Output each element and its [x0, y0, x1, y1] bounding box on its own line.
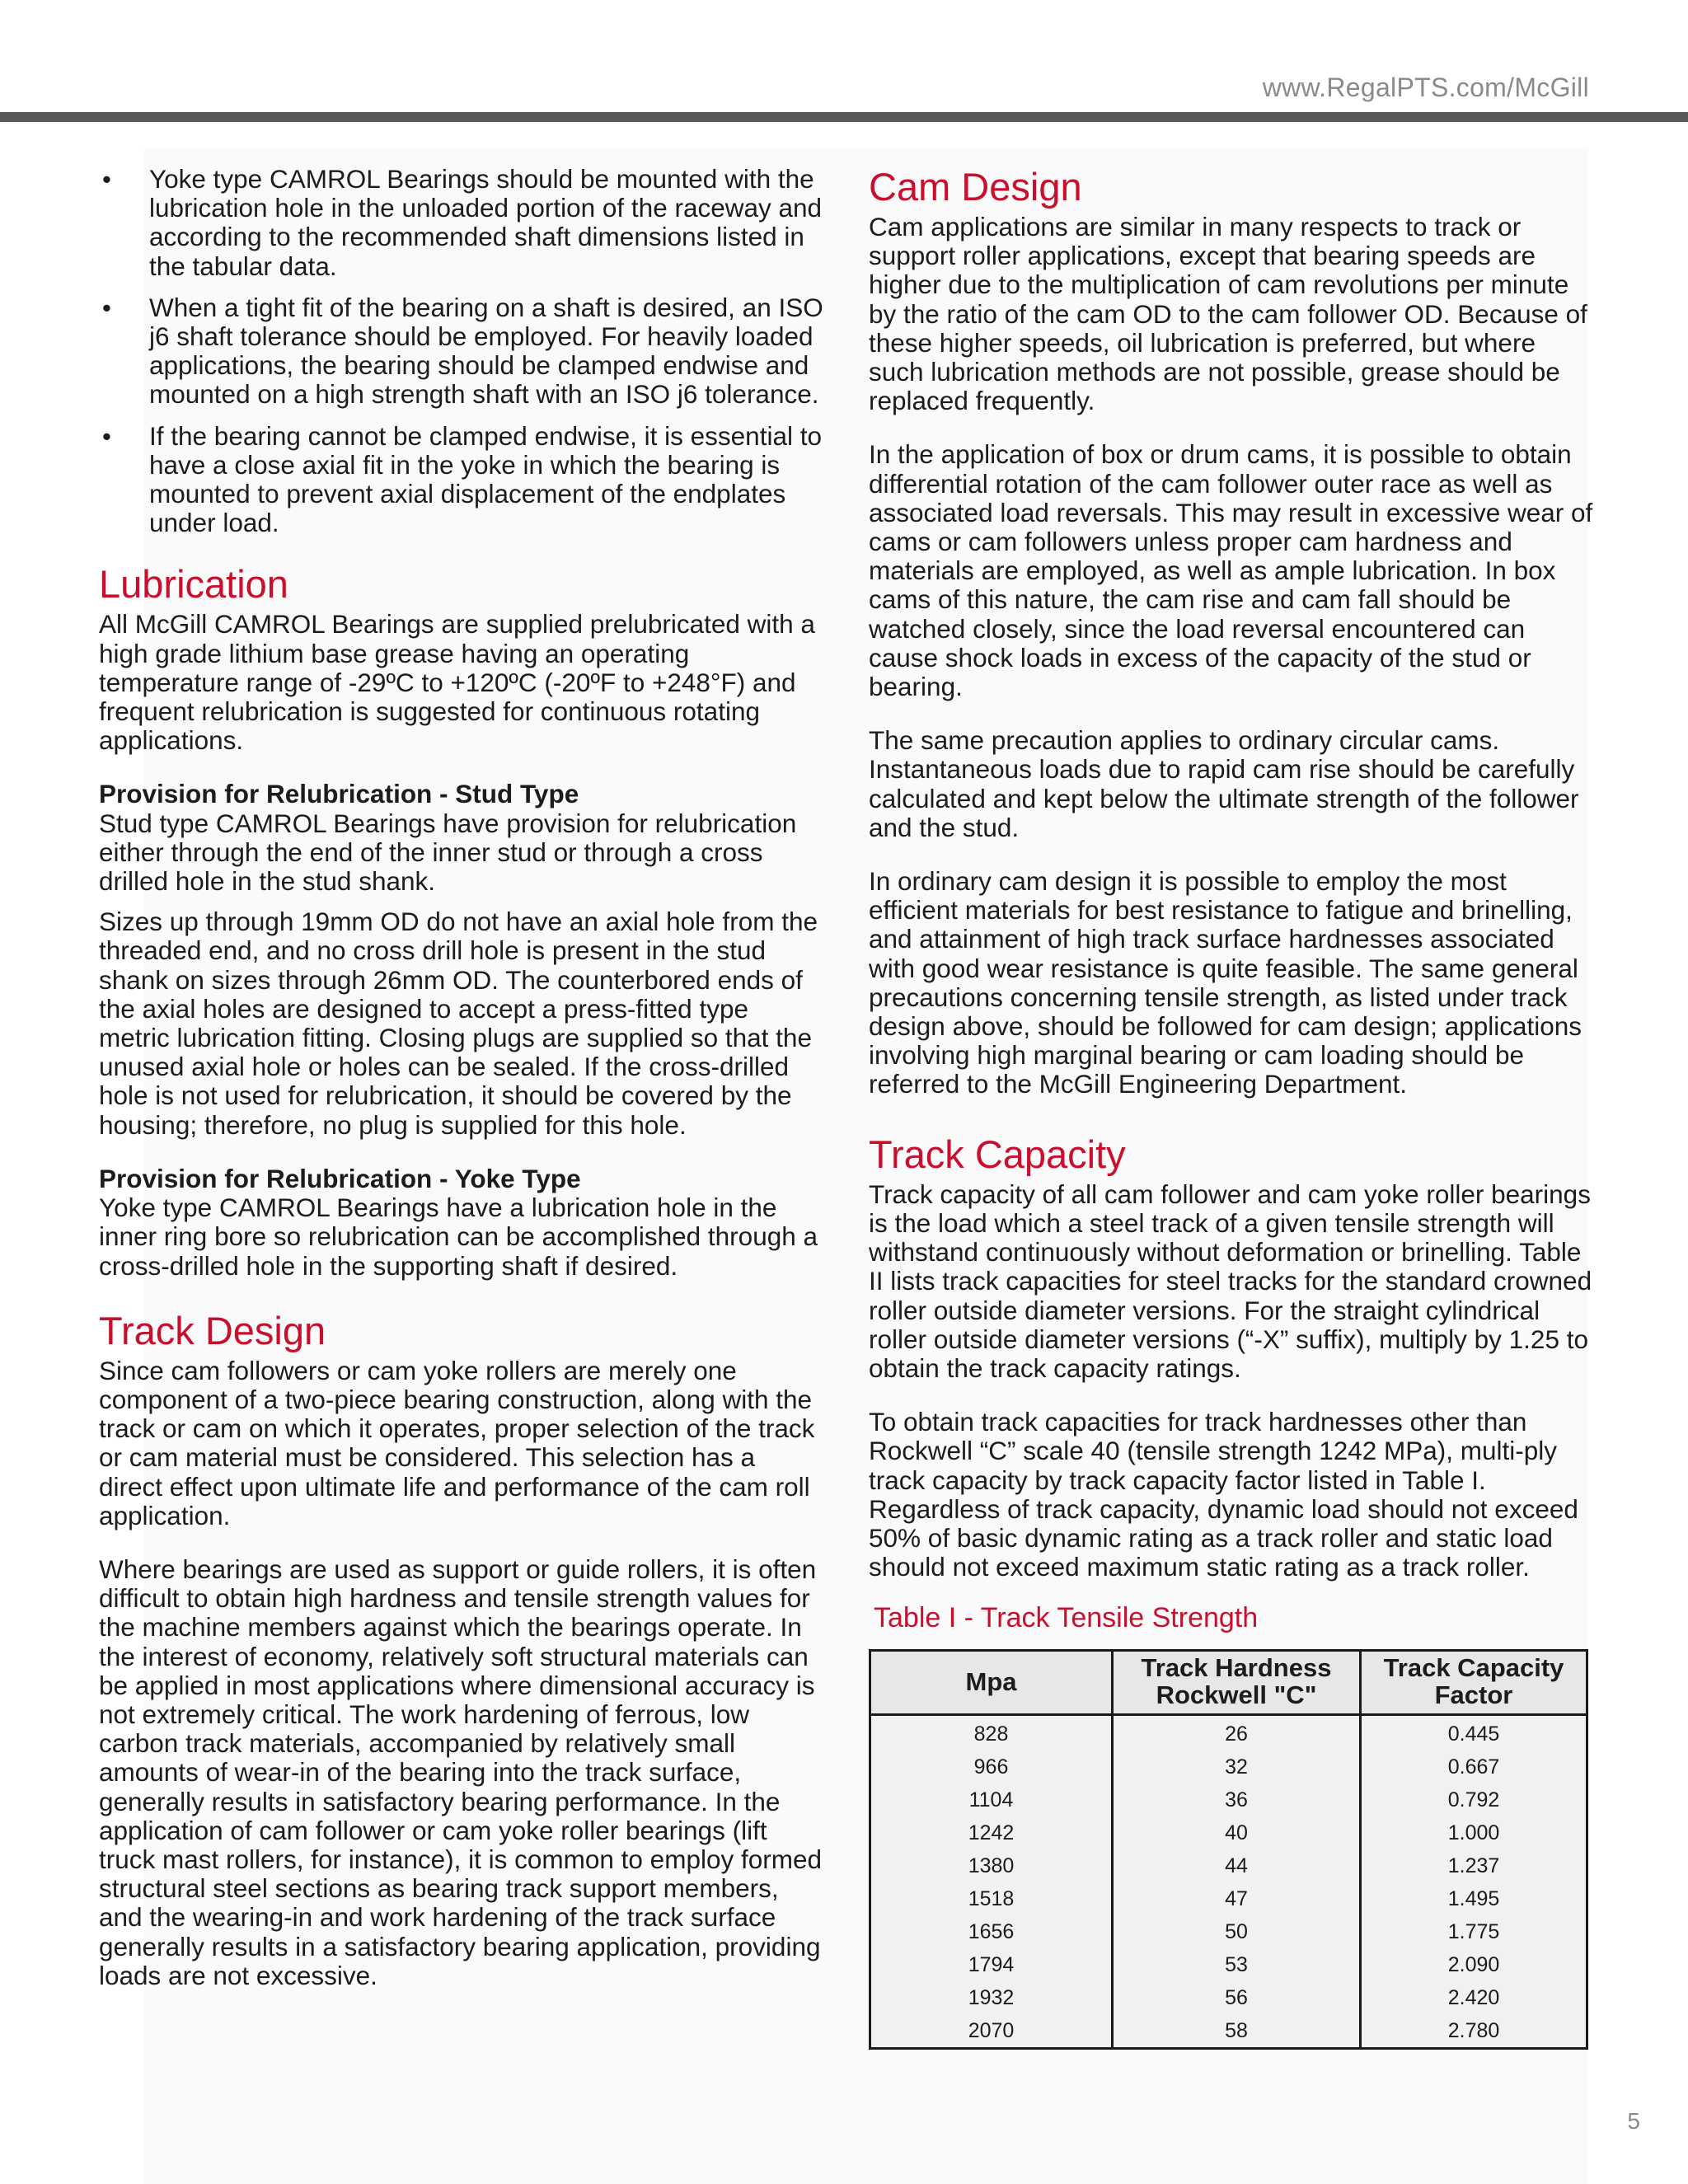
table-row [870, 1882, 1587, 1915]
bullet-text: When a tight fit of the bearing on a shaft is desired, an ISO j6 shaft tolerance should be employed. For heavily loaded applications, the bearing should be clamped endwise and mounted on a high strength shaft with an ISO j6 tolerance. [149, 292, 823, 410]
table-cell: 1656 [870, 1915, 1113, 1948]
table-row [870, 1816, 1587, 1849]
table-row [870, 1981, 1587, 2014]
stud-type-details: Sizes up through 19mm OD do not have an axial hole from the threaded end, and no cross drill hole is present in the stud shank on sizes through 26mm OD. The counterbored ends of the axial holes are designed to accept a press-fitted type metric lubrication fitting. Closing plugs are supplied so that the unused axial hole or holes can be sealed. If the cross-drilled hole is not used for relubrication, it should be covered by the housing; therefore, no plug is supplied for this hole. [99, 907, 818, 1140]
cam-design-paragraph-2: In the application of box or drum cams, it is possible to obtain differential rotation of the cam follower outer race as well as associated load reversals. This may result in excessive wear of cams or cam followers unless proper cam hardness and materials are employed, as well as ample lubrication. In box cams of this nature, the cam rise and cam fall should be watched closely, since the load reversal encountered can cause shock loads in excess of the capacity of the stud or bearing. [869, 439, 1593, 702]
table-cell: 1.000 [1361, 1816, 1587, 1849]
table-cell: 44 [1113, 1849, 1361, 1882]
table-cell: 1104 [870, 1783, 1113, 1816]
table-cell: 966 [870, 1750, 1113, 1783]
table-caption: Table I - Track Tensile Strength [874, 1602, 1259, 1634]
table-cell: 47 [1113, 1882, 1361, 1915]
table-row [870, 1715, 1587, 1751]
header-url[interactable]: www.RegalPTS.com/McGill [1262, 73, 1589, 102]
table-cell: 828 [870, 1715, 1113, 1751]
table-cell: 1380 [870, 1849, 1113, 1882]
table-cell: 1794 [870, 1948, 1113, 1981]
yoke-type-subheading: Provision for Relubrication - Yoke Type [99, 1163, 581, 1193]
table-cell: 2.090 [1361, 1948, 1587, 1981]
table-cell: 32 [1113, 1750, 1361, 1783]
track-capacity-paragraph-2: To obtain track capacities for track hardnesses other than Rockwell “C” scale 40 (tensile strength 1242 MPa), multi-ply track capacity by track capacity factor listed in Table I. Regardless of track capacity, dynamic load should not exceed 50% of basic dynamic rating as a track roller and static load should not exceed maximum static rating as a track roller. [869, 1407, 1578, 1582]
cam-design-paragraph-3: The same precaution applies to ordinary circular cams. Instantaneous loads due to rapid cam rise should be carefully calculated and kept below the ultimate strength of the follower and the stud. [869, 725, 1579, 842]
left-column [99, 165, 824, 2015]
table-cell: 53 [1113, 1948, 1361, 1981]
table-cell: 40 [1113, 1816, 1361, 1849]
table-cell: 56 [1113, 1981, 1361, 2014]
table-cell: 1932 [870, 1981, 1113, 2014]
table-cell: 1242 [870, 1816, 1113, 1849]
table-cell: 26 [1113, 1715, 1361, 1751]
header-divider [0, 112, 1688, 122]
table-cell: 0.667 [1361, 1750, 1587, 1783]
cam-design-heading: Cam Design [869, 165, 1082, 209]
bullet-icon: • [102, 165, 111, 194]
list-item [99, 422, 824, 538]
column-header-capacity-factor: Track Capacity Factor [1361, 1651, 1587, 1715]
list-item [99, 165, 824, 281]
bullet-text: If the bearing cannot be clamped endwise, it is essential to have a close axial fit in the yoke in which the bearing is mounted to prevent axial displacement of the endplates under load. [149, 420, 822, 538]
bullet-icon: • [102, 293, 111, 322]
track-design-paragraph-1: Since cam followers or cam yoke rollers are merely one component of a two-piece bearing construction, along with the track or cam on which it operates, proper selection of the track or cam material must be considered. This selection has a direct effect upon ultimate life and performance of the cam roll application. [99, 1355, 815, 1530]
table-cell: 0.445 [1361, 1715, 1587, 1751]
cam-design-paragraph-4: In ordinary cam design it is possible to employ the most efficient materials for best resistance to fatigue and brinelling, and attainment of high track surface hardnesses associated with good wear resistance is quite feasible. The same general precautions concerning tensile strength, as listed under track design above, should be followed for cam design; applications involving high marginal bearing or cam loading should be referred to the McGill Engineering Department. [869, 866, 1582, 1099]
table-row [870, 2014, 1587, 2049]
stud-type-paragraph: Stud type CAMROL Bearings have provision for relubrication either through the end of the inner stud or through a cross drilled hole in the stud shank. [99, 808, 797, 897]
right-column [869, 165, 1594, 2050]
yoke-type-section [99, 1165, 824, 1281]
table-row [870, 1750, 1587, 1783]
stud-type-subheading: Provision for Relubrication - Stud Type [99, 779, 579, 809]
table-cell: 50 [1113, 1915, 1361, 1948]
table-row [870, 1948, 1587, 1981]
table-header-row [870, 1651, 1587, 1715]
track-capacity-paragraph-1: Track capacity of all cam follower and cam yoke roller bearings is the load which a steel track of a given tensile strength will withstand continuously without deformation or brinelling. Table II lists track capacities for steel tracks for the standard crowned roller outside diameter versions. For the straight cylindrical roller outside diameter versions (“-X” suffix), multiply by 1.25 to obtain the track capacity ratings. [869, 1179, 1592, 1383]
bullet-text: Yoke type CAMROL Bearings should be mounted with the lubrication hole in the unloaded portion of the raceway and according to the recommended shaft dimensions listed in the tabular data. [149, 164, 823, 281]
bullet-icon: • [102, 421, 111, 451]
lubrication-heading: Lubrication [99, 562, 288, 607]
page-number: 5 [1627, 2108, 1640, 2134]
stud-type-section [99, 780, 824, 896]
column-header-track-hardness: Track Hardness Rockwell "C" [1113, 1651, 1361, 1715]
table-row [870, 1915, 1587, 1948]
table-cell: 0.792 [1361, 1783, 1587, 1816]
table-cell: 1518 [870, 1882, 1113, 1915]
table-row [870, 1783, 1587, 1816]
track-capacity-heading: Track Capacity [869, 1132, 1126, 1176]
table-cell: 2.780 [1361, 2014, 1587, 2049]
table-cell: 2.420 [1361, 1981, 1587, 2014]
mounting-bullet-list [99, 165, 824, 537]
yoke-type-paragraph: Yoke type CAMROL Bearings have a lubrication hole in the inner ring bore so relubrication can be accomplished through a cross-drilled hole in the supporting shaft if desired. [99, 1193, 818, 1281]
cam-design-paragraph-1: Cam applications are similar in many respects to track or support roller applications, except that bearing speeds are higher due to the multiplication of cam revolutions per minute by the ratio of the cam OD to the cam follower OD. Because of these higher speeds, oil lubrication is preferred, but where such lubrication methods are not possible, grease should be replaced frequently. [869, 212, 1587, 416]
column-header-mpa: Mpa [870, 1651, 1113, 1715]
table-row [870, 1849, 1587, 1882]
table-cell: 2070 [870, 2014, 1113, 2049]
table-cell: 1.237 [1361, 1849, 1587, 1882]
table-cell: 36 [1113, 1783, 1361, 1816]
table-cell: 1.775 [1361, 1915, 1587, 1948]
list-item [99, 293, 824, 410]
track-design-heading: Track Design [99, 1308, 326, 1352]
table-cell: 58 [1113, 2014, 1361, 2049]
table-cell: 1.495 [1361, 1882, 1587, 1915]
lubrication-intro: All McGill CAMROL Bearings are supplied prelubricated with a high grade lithium base grease having an operating temperature range of -29ºC to +120ºC (-20ºF to +248°F) and frequent relubrication is suggested for continuous rotating applications. [99, 609, 815, 756]
track-tensile-strength-table [869, 1649, 1588, 2050]
track-design-paragraph-2: Where bearings are used as support or guide rollers, it is often difficult to obtain high hardness and tensile strength values for the machine members against which the bearings operate. In the interest of economy, relatively soft structural materials can be applied in most applications where dimensional accuracy is not extremely critical. The work hardening of ferrous, low carbon track materials, accompanied by relatively small amounts of wear-in of the bearing into the track surface, generally results in satisfactory bearing performance. In the application of cam follower or cam yoke roller bearings (lift truck mast rollers, for instance), it is common to employ formed structural steel sections as bearing track support members, and the wearing-in and work hardening of the track surface generally results in a satisfactory bearing application, providing loads are not excessive. [99, 1554, 823, 1990]
